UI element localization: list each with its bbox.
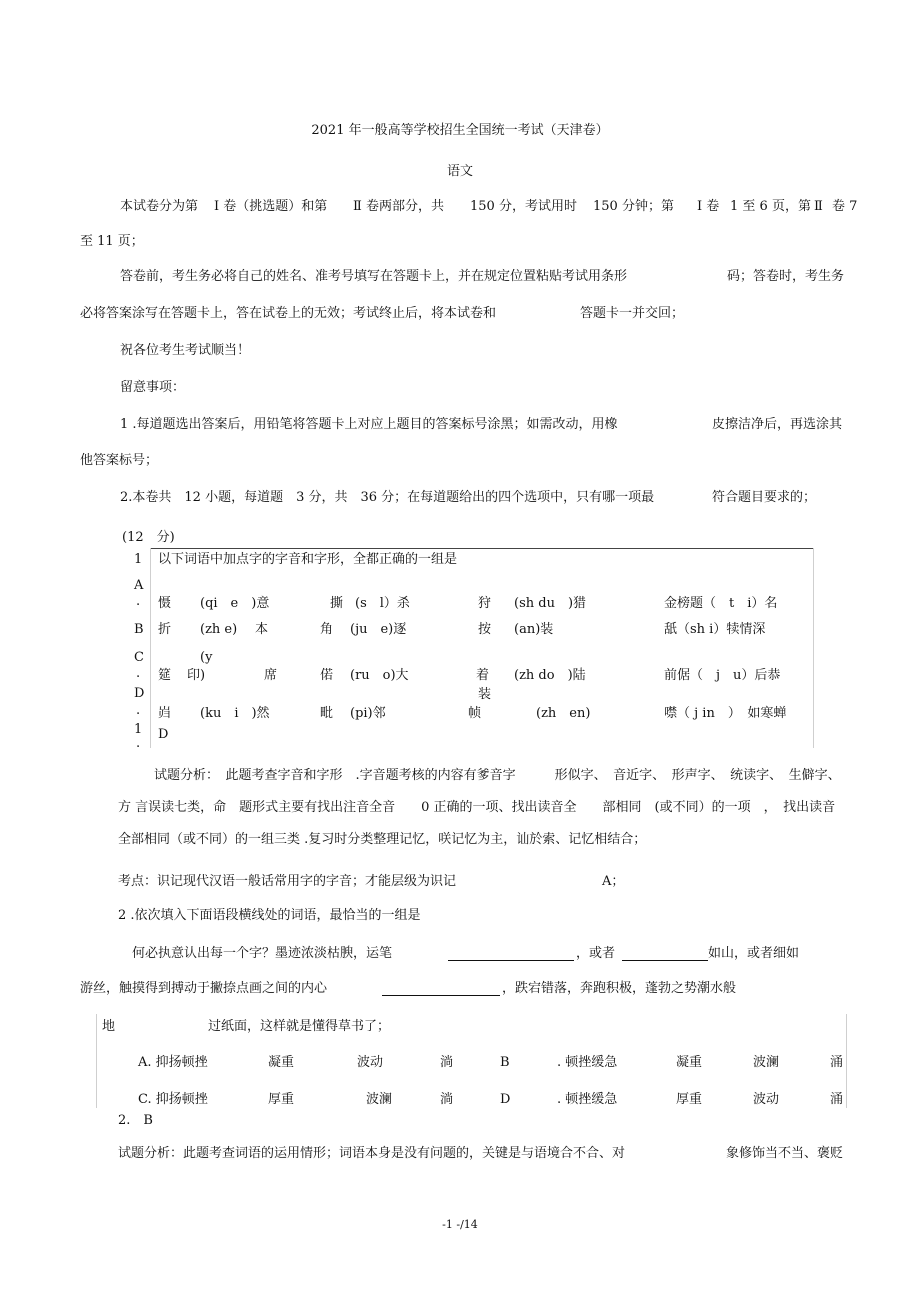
note-item-1-right: 皮擦洁净后，再选涂其 — [712, 417, 843, 432]
intro-line-3-right: 码；答卷时，考生务 — [727, 269, 845, 284]
analysis-2-right: 象修饰当不当、褒贬 — [726, 1146, 844, 1161]
row-cell: 前倨（ j u）后恭 — [664, 668, 781, 683]
option-cell: . 顿挫缓急 — [557, 1092, 618, 1107]
row-cell: 舐（sh i）犊情深 — [664, 622, 766, 637]
kaodian-line: 考点：识记现代汉语一般话常用字的字音；才能层级为识记 — [118, 874, 457, 889]
analysis-1-line-1: 试题分析： 此题考查字音和字形 .字音题考核的内容有爹音字 形似字、 音近字、 形声字、 统读字、 生僻字、 — [154, 768, 841, 783]
q2-blank-1 — [448, 960, 574, 961]
option-label: . — [136, 666, 141, 681]
section-score: (12 分) — [122, 530, 175, 545]
row-cell: 筵 — [158, 668, 172, 683]
row-cell: 狩 — [478, 596, 492, 611]
row-cell: (an)装 — [514, 622, 554, 637]
row-cell: (ju e)逐 — [350, 622, 407, 637]
table-top-rule — [150, 548, 814, 549]
q2-passage-1a: 何必执意认出每一个字？墨迹浓淡枯腴，运笔 — [132, 946, 393, 961]
option-label: . — [136, 736, 141, 751]
q2-passage-3b: 过纸面，这样就是懂得草书了； — [208, 1019, 391, 1034]
answer-2: 2. B — [118, 1113, 153, 1128]
option-label: . — [136, 594, 141, 609]
row-cell: (sh du )猎 — [514, 596, 587, 611]
option-label: A — [134, 578, 144, 593]
option-cell: B — [500, 1055, 510, 1070]
row-cell: 着 — [476, 668, 490, 683]
option-label: C — [134, 650, 144, 665]
q2-passage-1c: 如山，或者细如 — [708, 946, 800, 961]
row-cell: (s l）杀 — [355, 596, 410, 611]
option-cell: 波澜 — [366, 1092, 393, 1107]
option-cell: 厚重 — [268, 1092, 295, 1107]
option-cell: 厚重 — [676, 1092, 703, 1107]
wish-line: 祝各位考生考试顺当！ — [120, 343, 251, 358]
row-cell: 金榜题（ t i）名 — [664, 596, 778, 611]
row-cell: 角 — [320, 622, 334, 637]
q2-passage-2b: ，跌宕错落，奔跑积极，蓬勃之势潮水般 — [502, 981, 737, 996]
notes-heading: 留意事项： — [120, 380, 186, 395]
row-cell: 印) — [187, 668, 206, 683]
intro-part: 150 分，考试用时 — [470, 199, 577, 214]
row-cell: (qi e )意 — [200, 596, 270, 611]
table-right-rule — [813, 548, 814, 748]
page-number: -1 -/14 — [442, 1218, 478, 1231]
option-cell: C. 抑扬顿挫 — [138, 1092, 208, 1107]
option-cell: 凝重 — [268, 1055, 295, 1070]
option-cell: D — [500, 1092, 511, 1107]
option-label: 1 — [134, 722, 143, 737]
intro-line-3: 答卷前，考生务必将自己的姓名、准考号填写在答题卡上，并在规定位置粘贴考试用条形 — [120, 269, 628, 284]
option-label: D — [158, 727, 169, 742]
row-cell: 噤（ j in ） 如寒蝉 — [664, 706, 787, 721]
intro-part: 1 至 6 页，第 — [730, 199, 811, 214]
row-cell: 折 — [158, 622, 172, 637]
option-cell: 淌 — [440, 1055, 454, 1070]
q2-stem: 2 .依次填入下面语段横线处的词语，最恰当的一组是 — [118, 908, 421, 923]
analysis-1-line-3: 全部相同（或不同）的一组三类 .复习时分类整理记忆，咲记忆为主，讪於索、记忆相结合； — [118, 832, 647, 847]
row-cell: (pi)邻 — [350, 706, 386, 721]
intro-part: Ⅱ 卷两部分，共 — [353, 199, 444, 214]
intro-line-4-right: 答题卡一并交回； — [580, 306, 685, 321]
intro-part: Ⅱ — [814, 199, 823, 214]
q1-stem: 以下词语中加点字的字音和字形，全都正确的一组是 — [158, 552, 458, 567]
row-cell: 本 — [255, 622, 269, 637]
row-cell: 撕 — [330, 596, 344, 611]
row-cell: 装 — [478, 687, 492, 702]
intro-part: 本试卷分为第 — [120, 199, 199, 214]
page-title: 2021 年一般高等学校招生全国统一考试（天津卷） — [311, 123, 609, 138]
option-cell: A. 抑扬顿挫 — [138, 1055, 208, 1070]
option-cell: 涌 — [830, 1055, 844, 1070]
option-cell: 波澜 — [753, 1055, 780, 1070]
q2-passage-2a: 游丝，触摸得到搏动于撇捺点画之间的内心 — [80, 981, 328, 996]
option-cell: 波动 — [753, 1092, 780, 1107]
row-cell: (zh en) — [536, 706, 591, 721]
note-item-1-cont: 他答案标号； — [80, 453, 159, 468]
option-cell: 涌 — [830, 1092, 844, 1107]
row-cell: 按 — [478, 622, 492, 637]
answer-1: A； — [602, 874, 625, 889]
note-item-2-right: 符合题目要求的； — [712, 490, 817, 505]
table-left-rule — [150, 548, 151, 748]
row-cell: 岿 — [158, 706, 172, 721]
row-cell: (zh e) — [200, 622, 238, 637]
row-cell: 偌 — [320, 668, 334, 683]
option-cell: . 顿挫缓急 — [557, 1055, 618, 1070]
subject-heading: 语文 — [446, 164, 473, 179]
row-cell: (ru o)大 — [350, 668, 409, 683]
note-item-2: 2.本卷共 12 小题，每道题 3 分，共 36 分；在每道题给出的四个选项中，只有哪一项最 — [120, 490, 655, 505]
option-cell: 淌 — [440, 1092, 454, 1107]
option-label: B — [134, 622, 144, 637]
options-left-rule — [96, 1014, 97, 1108]
q2-passage-1b: ，或者 — [576, 946, 616, 961]
q2-blank-2 — [622, 960, 708, 961]
row-cell: 席 — [264, 668, 278, 683]
intro-line-4: 必将答案涂写在答题卡上，答在试卷上的无效；考试终止后，将本试卷和 — [80, 306, 497, 321]
q2-passage-3a: 地 — [102, 1019, 116, 1034]
option-label: . — [136, 703, 141, 718]
row-cell: 帧 — [468, 706, 482, 721]
option-label: D — [134, 686, 145, 701]
options-right-rule — [846, 1014, 847, 1108]
row-cell: (y — [200, 650, 213, 665]
option-cell: 波动 — [357, 1055, 384, 1070]
note-item-1: 1 .每道题选出答案后，用铅笔将答题卡上对应上题目的答案标号涂黑；如需改动，用橡 — [120, 417, 618, 432]
q2-blank-3 — [382, 995, 500, 996]
intro-line-2: 至 11 页； — [80, 234, 144, 249]
row-cell: 慑 — [158, 596, 172, 611]
option-cell: 凝重 — [676, 1055, 703, 1070]
intro-part: Ⅰ 卷 — [697, 199, 720, 214]
analysis-1-line-2: 方 言误读七类，命 题形式主要有找出注音全音 0 正确的一项、找出读音全 部相同 (或不同）的一项 ， 找出读音 — [118, 800, 836, 815]
row-cell: (ku i )然 — [200, 706, 270, 721]
intro-part: Ⅰ 卷（挑选题）和第 — [214, 199, 328, 214]
q1-number: 1 — [134, 552, 143, 567]
row-cell: 毗 — [320, 706, 334, 721]
analysis-2: 试题分析：此题考查词语的运用情形；词语本身是没有问题的，关键是与语境合不合、对 — [118, 1146, 626, 1161]
intro-part: 卷 7 — [832, 199, 858, 214]
row-cell: (zh do )陆 — [514, 668, 586, 683]
intro-part: 150 分钟；第 — [593, 199, 674, 214]
